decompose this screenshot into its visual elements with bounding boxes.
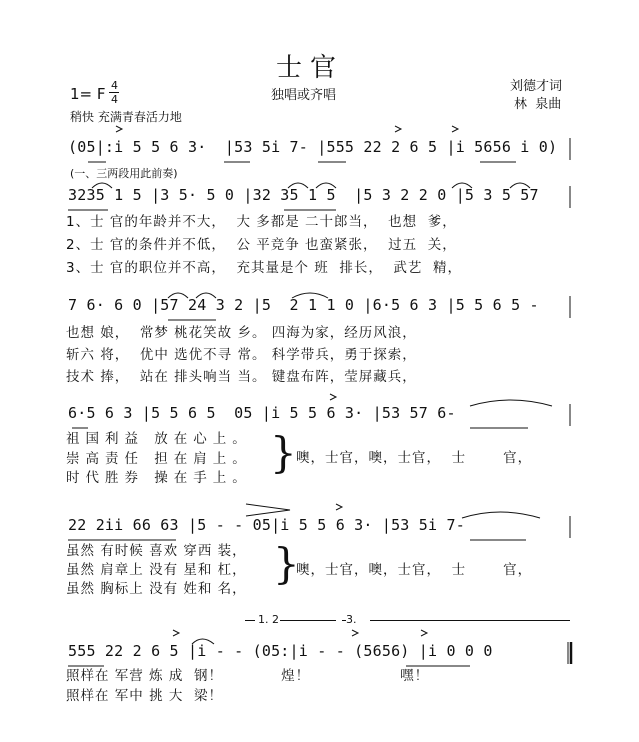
lyric-verse-1-line-a: 1、士 官的年龄并不大， 大 多都是 二十郎当， 也想 爹，: [66, 214, 457, 230]
performance-style: 独唱或齐唱: [271, 88, 337, 103]
volta-ending-3: 3.: [346, 613, 357, 626]
lyric-verse-3-line-c: 时代胜券 操在手上。: [66, 470, 252, 486]
lyric-verse-3-line-d: 虽然 胸标上 没有 姓和 名，: [66, 581, 247, 597]
time-signature-bottom: 4: [111, 93, 118, 106]
notation-line-5: 22 2ii 66 63 |5 - - 05|i 5 5 6 3· |53 5i 7-: [68, 516, 465, 534]
notation-line-4: 6·5 6 3 |5 5 6 5 05 |i 5 5 6 3· |53 57 6-: [68, 404, 456, 422]
lyric-verse-2-line-d: 虽然 肩章上 没有 星和 杠，: [66, 562, 247, 578]
notation-line-3: 7 6· 6 0 |57 24 3 2 |5 2 1 1 0 |6·5 6 3 |5 5 6 5 -: [68, 296, 539, 314]
tempo-marking: 稍快 充满青春活力地: [70, 110, 182, 124]
song-title: 士官: [276, 53, 345, 83]
lyric-verse-3-line-b: 技术 捧， 站在 排头响当 当。 键盘布阵，莹屏藏兵，: [66, 369, 417, 385]
lyric-verse-1-line-e: 照样在 军营 炼 成 钢！ 煌！ 嘿！: [66, 668, 430, 684]
lyric-verse-1-line-b: 也想 娘， 常梦 桃花笑故 乡。 四海为家，经历风浪，: [66, 325, 417, 341]
volta-ending-1-2: 1. 2: [258, 613, 279, 626]
verse-brace-1: }: [270, 428, 297, 477]
lyric-verse-2-line-a: 2、士 官的条件并不低， 公 平竞争 也蛮紧张， 过五 关，: [66, 237, 457, 253]
composer-credit: 林 泉曲: [514, 97, 562, 112]
lyric-verse-2-line-b: 斩六 将， 优中 选优不寻 常。 科学带兵，勇于探索，: [66, 347, 417, 363]
lyric-verse-1-line-c: 祖国利益 放在心上。: [66, 431, 252, 447]
notation-line-6: 555 22 2 6 5 |i - - (05:|i - - (5656) |i 0 0 0: [68, 642, 493, 660]
lyricist-credit: 刘德才词: [510, 79, 563, 94]
verse-brace-2: }: [273, 539, 300, 588]
lyric-verse-3-line-a: 3、士 官的职位并不高， 充其量是个 班 排长， 武艺 精，: [66, 260, 463, 276]
lyric-verse-2-line-e: 照样在 军中 挑 大 梁！: [66, 688, 223, 704]
time-signature-top: 4: [111, 79, 118, 92]
chorus-line-2: 噢，士官，噢，士官， 士 官，: [296, 562, 533, 578]
chorus-line-1: 噢，士官，噢，士官， 士 官，: [296, 450, 533, 466]
lyric-verse-2-line-c: 崇高责任 担在肩上。: [66, 451, 252, 467]
notation-line-1: (05|:i 5 5 6 3· |53 5i 7- |555 22 2 6 5 |i 5656 i 0): [68, 138, 558, 156]
key-signature: 1= F: [70, 85, 106, 103]
prelude-note: (一、三两段用此前奏): [70, 167, 178, 180]
notation-line-2: 3235 1 5 |3 5· 5 0 |32 35 1 5 |5 3 2 2 0 |5 3 5 57: [68, 186, 539, 204]
lyric-verse-1-line-d: 虽然 有时候 喜欢 穿西 装，: [66, 543, 247, 559]
